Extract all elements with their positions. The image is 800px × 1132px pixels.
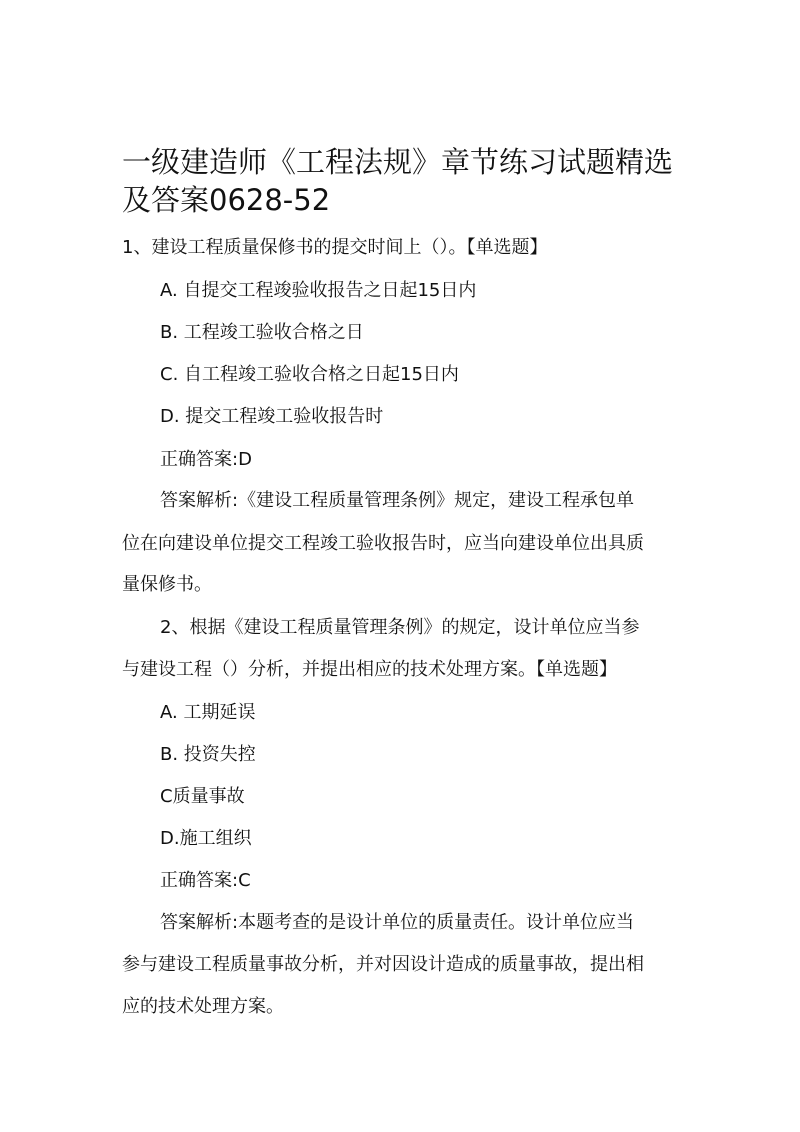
question-1-option-b: B. 工程竣工验收合格之日 (160, 322, 364, 343)
question-2-option-c: C质量事故 (160, 786, 245, 807)
question-2-option-b: B. 投资失控 (160, 744, 256, 765)
question-2-option-a: A. 工期延误 (160, 702, 256, 723)
question-1-option-a: A. 自提交工程竣验收报告之日起15日内 (160, 280, 477, 301)
title-line-2: 及答案0628-52 (122, 183, 331, 217)
question-2-stem-line-1: 2、根据《建设工程质量管理条例》的规定，设计单位应当参 (160, 617, 640, 638)
question-2-analysis-line-1: 答案解析:本题考查的是设计单位的质量责任。设计单位应当 (160, 912, 635, 933)
question-1-analysis-line-1: 答案解析:《建设工程质量管理条例》规定，建设工程承包单 (160, 490, 635, 511)
question-2-analysis-line-3: 应的技术处理方案。 (122, 996, 284, 1017)
document-title (122, 143, 722, 219)
title-line-1: 一级建造师《工程法规》章节练习试题精选 (122, 145, 674, 179)
question-1-option-d: D. 提交工程竣工验收报告时 (160, 406, 384, 427)
question-1-analysis-line-3: 量保修书。 (122, 574, 212, 595)
question-2-analysis-line-2: 参与建设工程质量事故分析，并对因设计造成的质量事故，提出相 (122, 954, 644, 975)
question-1-answer: 正确答案:D (160, 449, 252, 470)
question-1-stem: 1、建设工程质量保修书的提交时间上（）。【单选题】 (122, 237, 548, 258)
question-1-option-c: C. 自工程竣工验收合格之日起15日内 (160, 364, 459, 385)
question-1-analysis-line-2: 位在向建设单位提交工程竣工验收报告时，应当向建设单位出具质 (122, 533, 644, 554)
question-2-stem-line-2: 与建设工程（）分析，并提出相应的技术处理方案。【单选题】 (122, 659, 617, 680)
question-2-answer: 正确答案:C (160, 870, 251, 891)
question-2-option-d: D.施工组织 (160, 828, 252, 849)
